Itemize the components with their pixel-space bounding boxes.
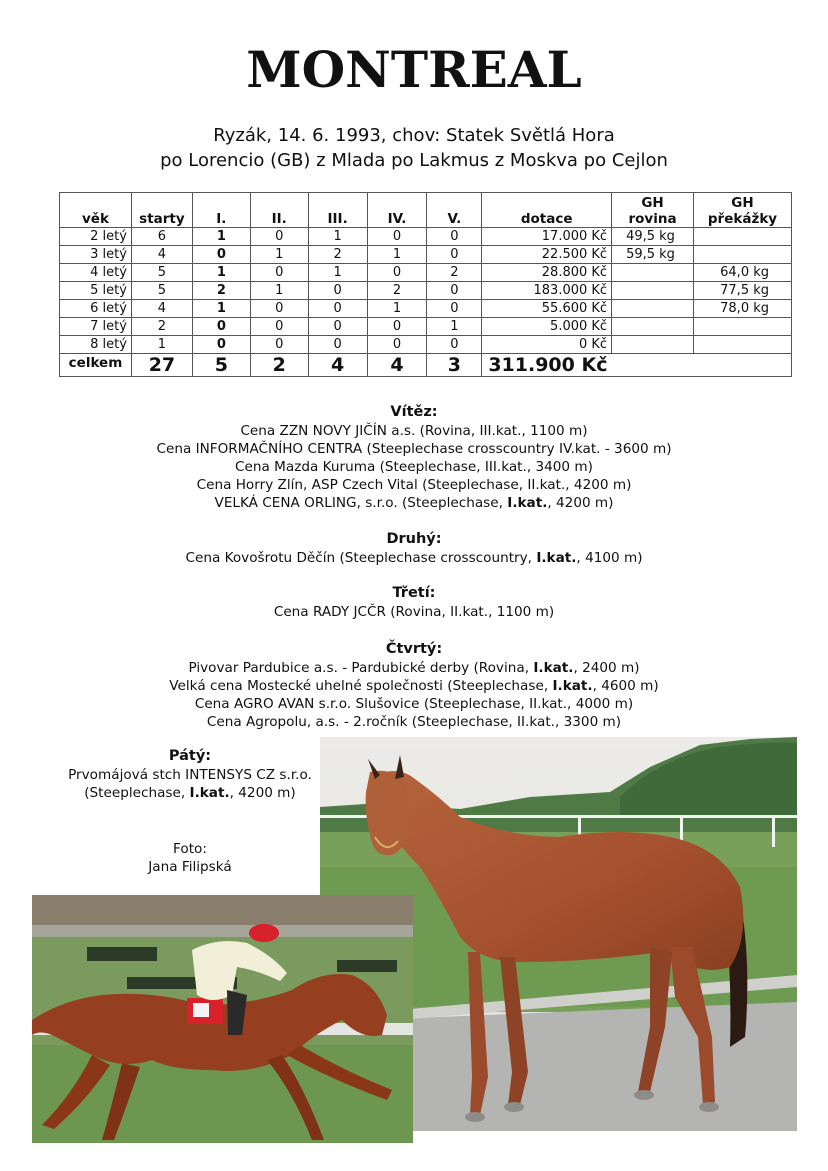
cell-place-4: 0 xyxy=(367,228,427,246)
race-stats-table xyxy=(59,192,792,377)
race-category-bold: I.kat. xyxy=(552,678,593,694)
race-category-bold: I.kat. xyxy=(536,550,577,566)
table-row xyxy=(60,282,792,300)
cell-money: 5.000 Kč xyxy=(482,318,612,336)
cell-place-2: 0 xyxy=(250,264,308,282)
header-gh-jump-top: GH xyxy=(731,195,754,211)
cell-money: 55.600 Kč xyxy=(482,300,612,318)
cell-gh-flat xyxy=(612,336,694,354)
section-fifth xyxy=(45,747,335,802)
cell-place-5: 0 xyxy=(427,300,482,318)
cell-gh-flat xyxy=(612,300,694,318)
cell-starts: 4 xyxy=(131,246,192,264)
cell-place-5: 0 xyxy=(427,336,482,354)
cell-place-3: 0 xyxy=(308,318,367,336)
race-entry-text: Cena RADY JCČR (Rovina, II.kat., 1100 m) xyxy=(273,604,555,620)
cell-place-5: 1 xyxy=(427,318,482,336)
cell-money: 28.800 Kč xyxy=(482,264,612,282)
race-entry-tail: , 2400 m) xyxy=(573,660,640,676)
cell-place-2: 1 xyxy=(250,246,308,264)
fifth-line2-bold: I.kat. xyxy=(189,785,230,801)
cell-place-1: 2 xyxy=(192,282,250,300)
photo-credit-name: Jana Filipská xyxy=(148,859,232,875)
cell-place-1: 1 xyxy=(192,264,250,282)
cell-gh-jump xyxy=(693,318,791,336)
section-winner-list xyxy=(0,422,828,512)
cell-starts: 6 xyxy=(131,228,192,246)
cell-place-4: 1 xyxy=(367,246,427,264)
cell-gh-flat xyxy=(612,318,694,336)
race-category-bold: I.kat. xyxy=(533,660,574,676)
race-entry xyxy=(0,422,828,440)
cell-starts: 2 xyxy=(131,318,192,336)
race-number-patch xyxy=(193,1003,209,1017)
table-total-row xyxy=(60,354,792,377)
race-entry-text: Cena Kovošrotu Děčín (Steeplechase crosscountry, xyxy=(185,550,537,566)
header-place-5: V. xyxy=(427,193,482,228)
race-entry-text: Cena Mazda Kuruma (Steeplechase, III.kat., 3400 m) xyxy=(235,459,593,475)
cell-gh-flat: 49,5 kg xyxy=(612,228,694,246)
cell-place-5: 0 xyxy=(427,228,482,246)
hoof xyxy=(699,1102,719,1112)
total-starts: 27 xyxy=(131,354,192,377)
table-row xyxy=(60,318,792,336)
photo-credit xyxy=(45,840,335,876)
race-entry-text: Cena AGRO AVAN s.r.o. Slušovice (Steeplechase, II.kat., 4000 m) xyxy=(194,696,634,712)
cell-place-2: 1 xyxy=(250,282,308,300)
header-place-4: IV. xyxy=(367,193,427,228)
race-entry-text: VELKÁ CENA ORLING, s.r.o. (Steeplechase, xyxy=(214,495,508,511)
header-starts: starty xyxy=(131,193,192,228)
cell-place-3: 1 xyxy=(308,228,367,246)
cell-place-3: 0 xyxy=(308,300,367,318)
race-entry-tail: , 4100 m) xyxy=(576,550,643,566)
cell-money: 22.500 Kč xyxy=(482,246,612,264)
header-gh-jump-bottom: překážky xyxy=(707,211,778,227)
cell-gh-flat xyxy=(612,282,694,300)
cell-place-3: 0 xyxy=(308,336,367,354)
fence-post xyxy=(772,815,775,847)
cell-place-5: 0 xyxy=(427,246,482,264)
table-row xyxy=(60,228,792,246)
section-third xyxy=(0,584,828,621)
race-entry xyxy=(0,603,828,621)
cell-age: 7 letý xyxy=(60,318,132,336)
horse-pedigree: po Lorencio (GB) z Mlada po Lakmus z Moskva po Cejlon xyxy=(160,150,668,171)
cell-place-1: 0 xyxy=(192,318,250,336)
cell-place-4: 0 xyxy=(367,264,427,282)
table-row xyxy=(60,300,792,318)
fifth-line2-post: , 4200 m) xyxy=(229,785,296,801)
horse-racing-photo xyxy=(32,895,413,1143)
header-place-3: III. xyxy=(308,193,367,228)
page-title: MONTREAL xyxy=(246,40,582,99)
hurdle xyxy=(337,960,397,972)
total-place-5: 3 xyxy=(427,354,482,377)
jockey-cap xyxy=(249,924,279,942)
cell-gh-jump xyxy=(693,246,791,264)
cell-place-2: 0 xyxy=(250,318,308,336)
cell-age: 3 letý xyxy=(60,246,132,264)
hurdle xyxy=(87,947,157,961)
header-gh-flat-top: GH xyxy=(641,195,664,211)
cell-place-4: 0 xyxy=(367,318,427,336)
section-fourth-list xyxy=(0,659,828,731)
table-row xyxy=(60,336,792,354)
header-money: dotace xyxy=(482,193,612,228)
cell-gh-jump xyxy=(693,336,791,354)
cell-place-5: 0 xyxy=(427,282,482,300)
race-entry xyxy=(0,677,828,695)
cell-age: 2 letý xyxy=(60,228,132,246)
race-category-bold: I.kat. xyxy=(507,495,548,511)
cell-age: 6 letý xyxy=(60,300,132,318)
table-row xyxy=(60,246,792,264)
horse-details: Ryzák, 14. 6. 1993, chov: Statek Světlá Hora xyxy=(213,125,615,146)
cell-age: 8 letý xyxy=(60,336,132,354)
header-gh-jump xyxy=(693,193,791,228)
header-gh-flat-bottom: rovina xyxy=(628,211,677,227)
cell-place-1: 0 xyxy=(192,246,250,264)
cell-place-2: 0 xyxy=(250,336,308,354)
cell-place-5: 2 xyxy=(427,264,482,282)
cell-gh-jump xyxy=(693,228,791,246)
table-row xyxy=(60,264,792,282)
cell-place-3: 1 xyxy=(308,264,367,282)
race-entry xyxy=(0,494,828,512)
cell-place-3: 0 xyxy=(308,282,367,300)
cell-gh-flat: 59,5 kg xyxy=(612,246,694,264)
cell-place-2: 0 xyxy=(250,228,308,246)
race-entry xyxy=(0,549,828,567)
race-entry-text: Cena INFORMAČNÍHO CENTRA (Steeplechase crosscountry IV.kat. - 3600 m) xyxy=(156,441,672,457)
stands-background xyxy=(32,895,413,925)
section-fifth-heading: Pátý: xyxy=(168,748,212,764)
cell-place-4: 0 xyxy=(367,336,427,354)
race-entry xyxy=(0,695,828,713)
race-entry-tail: , 4600 m) xyxy=(592,678,659,694)
hoof xyxy=(634,1090,654,1100)
cell-starts: 5 xyxy=(131,282,192,300)
race-entry xyxy=(0,659,828,677)
cell-starts: 1 xyxy=(131,336,192,354)
cell-gh-flat xyxy=(612,264,694,282)
race-entry xyxy=(0,440,828,458)
section-fourth-heading: Čtvrtý: xyxy=(385,641,443,657)
cell-money: 0 Kč xyxy=(482,336,612,354)
race-entry-text: Cena Agropolu, a.s. - 2.ročník (Steeplechase, II.kat., 3300 m) xyxy=(206,714,622,730)
section-fifth-line2 xyxy=(45,784,335,802)
section-third-list xyxy=(0,603,828,621)
section-second-list xyxy=(0,549,828,567)
cell-money: 17.000 Kč xyxy=(482,228,612,246)
hoof xyxy=(465,1112,485,1122)
race-entry-text: Cena Horry Zlín, ASP Czech Vital (Steeplechase, II.kat., 4200 m) xyxy=(196,477,632,493)
cell-gh-jump: 64,0 kg xyxy=(693,264,791,282)
cell-place-1: 1 xyxy=(192,300,250,318)
section-fourth xyxy=(0,640,828,731)
section-winner xyxy=(0,403,828,512)
race-entry-tail: , 4200 m) xyxy=(547,495,614,511)
hoof xyxy=(504,1102,524,1112)
race-entry xyxy=(0,458,828,476)
race-entry-text: Velká cena Mostecké uhelné společnosti (Steeplechase, xyxy=(169,678,553,694)
section-third-heading: Třetí: xyxy=(392,585,436,601)
total-money: 311.900 Kč xyxy=(482,354,792,377)
section-winner-heading: Vítěz: xyxy=(390,404,438,420)
section-second xyxy=(0,530,828,567)
race-entry xyxy=(0,476,828,494)
cell-age: 5 letý xyxy=(60,282,132,300)
cell-place-4: 1 xyxy=(367,300,427,318)
total-label: celkem xyxy=(60,354,132,377)
total-place-4: 4 xyxy=(367,354,427,377)
photo-credit-label: Foto: xyxy=(173,841,207,857)
cell-place-3: 2 xyxy=(308,246,367,264)
cell-age: 4 letý xyxy=(60,264,132,282)
cell-money: 183.000 Kč xyxy=(482,282,612,300)
cell-place-1: 1 xyxy=(192,228,250,246)
race-entry xyxy=(0,713,828,731)
section-fifth-line1: Prvomájová stch INTENSYS CZ s.r.o. xyxy=(68,767,312,783)
rail-back xyxy=(32,925,413,937)
header-place-2: II. xyxy=(250,193,308,228)
total-place-1: 5 xyxy=(192,354,250,377)
section-second-heading: Druhý: xyxy=(386,531,442,547)
total-place-3: 4 xyxy=(308,354,367,377)
horse-racing-illustration xyxy=(32,895,413,1143)
cell-place-4: 2 xyxy=(367,282,427,300)
table-header-row xyxy=(60,193,792,228)
race-entry-text: Pivovar Pardubice a.s. - Pardubické derby (Rovina, xyxy=(188,660,534,676)
cell-starts: 4 xyxy=(131,300,192,318)
cell-gh-jump: 78,0 kg xyxy=(693,300,791,318)
cell-place-2: 0 xyxy=(250,300,308,318)
horse-head xyxy=(366,771,410,855)
header-place-1: I. xyxy=(192,193,250,228)
race-entry-text: Cena ZZN NOVY JIČÍN a.s. (Rovina, III.kat., 1100 m) xyxy=(240,423,588,439)
header-age: věk xyxy=(60,193,132,228)
cell-place-1: 0 xyxy=(192,336,250,354)
cell-gh-jump: 77,5 kg xyxy=(693,282,791,300)
fifth-line2-pre: (Steeplechase, xyxy=(84,785,190,801)
header-gh-flat xyxy=(612,193,694,228)
total-place-2: 2 xyxy=(250,354,308,377)
cell-starts: 5 xyxy=(131,264,192,282)
